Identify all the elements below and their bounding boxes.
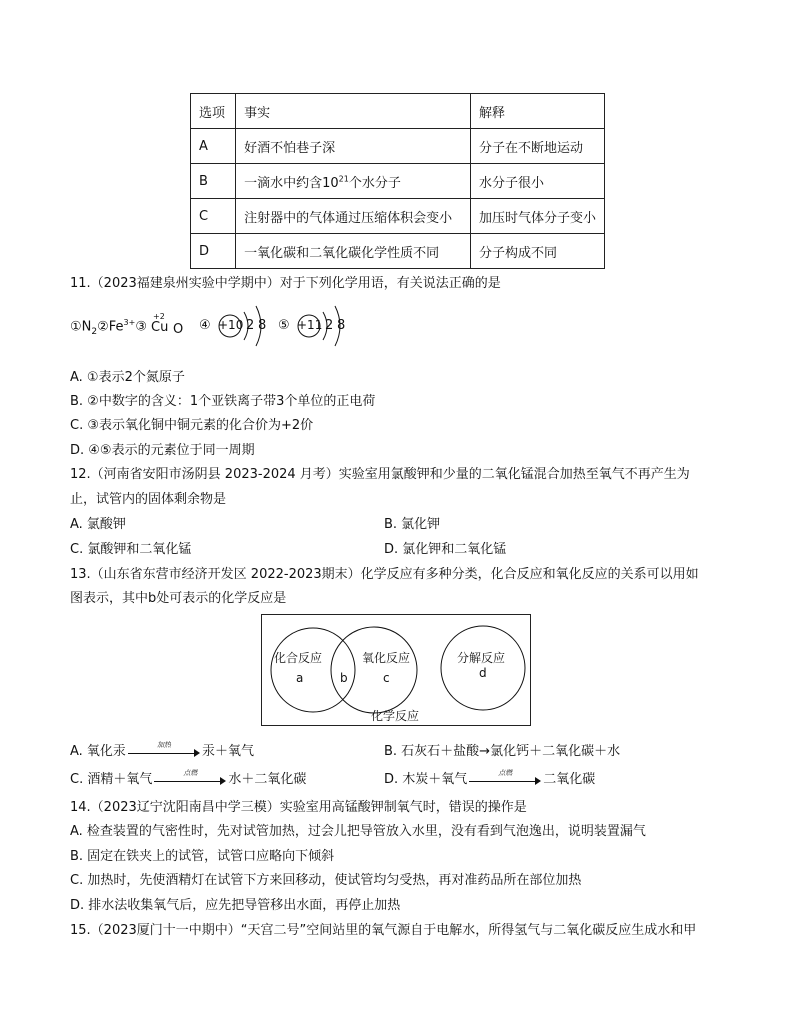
reactants: C. 酒精＋氧气 bbox=[70, 772, 153, 787]
atom-5-nucleus: +11 bbox=[297, 318, 323, 332]
table-cell: A bbox=[191, 129, 236, 164]
venn-label-oxidation: 氧化反应 bbox=[362, 651, 411, 665]
table-cell: 水分子很小 bbox=[470, 164, 604, 199]
arrow-condition: 加热 bbox=[156, 740, 171, 749]
q12-option-a: A. 氯酸钾 bbox=[70, 517, 126, 532]
table-cell: 分子在不断地运动 bbox=[470, 129, 604, 164]
question-12-stem-line-1: 12.（河南省安阳市汤阴县 2023-2024 月考）实验室用氯酸钾和少量的二氧化锰混合加热至氧气不再产生为 bbox=[70, 467, 690, 482]
reaction-venn-diagram bbox=[261, 614, 531, 726]
atom-4-nucleus: +10 bbox=[218, 318, 244, 332]
table-header-cell: 选项 bbox=[191, 94, 236, 129]
table-header-row bbox=[191, 94, 605, 129]
q12-option-d: D. 氯化钾和二氧化锰 bbox=[384, 542, 507, 557]
atom-5-shell-1: 2 bbox=[325, 318, 334, 333]
venn-label-combination: 化合反应 bbox=[274, 651, 323, 665]
atom-4-label: ④ bbox=[199, 318, 211, 333]
venn-label-decomposition: 分解反应 bbox=[457, 651, 506, 665]
q11-option-a: A. ①表示2个氮原子 bbox=[70, 370, 185, 385]
table-cell: B bbox=[191, 164, 236, 199]
symbol-n2: ①N bbox=[70, 319, 92, 335]
venn-region-d: d bbox=[479, 666, 487, 680]
symbol-label: ③ bbox=[135, 319, 147, 335]
table-cell bbox=[236, 164, 471, 199]
question-13-stem-line-2: 图表示，其中b处可表示的化学反应是 bbox=[70, 591, 287, 606]
fact-explanation-table bbox=[190, 93, 605, 269]
table-cell: C bbox=[191, 199, 236, 234]
table-header-cell: 事实 bbox=[236, 94, 471, 129]
q14-option-b: B. 固定在铁夹上的试管，试管口应略向下倾斜 bbox=[70, 849, 335, 864]
fact-text: 一滴水中约含10 bbox=[244, 175, 339, 191]
q14-option-a: A. 检查装置的气密性时，先对试管加热，过会儿把导管放入水里，没有看到气泡逸出，说明装置漏气 bbox=[70, 824, 646, 839]
o-symbol: O bbox=[173, 322, 184, 337]
table-header-cell: 解释 bbox=[470, 94, 604, 129]
q12-option-c: C. 氯酸钾和二氧化锰 bbox=[70, 542, 192, 557]
table-cell: D bbox=[191, 234, 236, 269]
venn-region-c: c bbox=[383, 671, 390, 685]
table-cell: 注射器中的气体通过压缩体积会变小 bbox=[236, 199, 471, 234]
table-row bbox=[191, 234, 605, 269]
venn-circle-oxidation bbox=[331, 627, 417, 713]
q11-option-d: D. ④⑤表示的元素位于同一周期 bbox=[70, 443, 255, 458]
atom-4-shell-1: 2 bbox=[246, 318, 255, 333]
cu-valence: +2 bbox=[153, 312, 165, 321]
cu-symbol: Cu bbox=[151, 320, 169, 335]
question-12-stem-line-2: 止，试管内的固体剩余物是 bbox=[70, 492, 227, 507]
chem-symbols bbox=[70, 318, 147, 337]
table-row bbox=[191, 164, 605, 199]
reactants: D. 木炭＋氧气 bbox=[384, 772, 468, 787]
venn-region-b: b bbox=[340, 671, 348, 685]
table-cell: 好酒不怕巷子深 bbox=[236, 129, 471, 164]
table-row bbox=[191, 199, 605, 234]
q11-option-b: B. ②中数字的含义：1个亚铁离子带3个单位的正电荷 bbox=[70, 394, 376, 409]
reaction-arrow-icon bbox=[469, 768, 541, 786]
table-cell: 加压时气体分子变小 bbox=[470, 199, 604, 234]
q11-option-c: C. ③表示氧化铜中铜元素的化合价为+2价 bbox=[70, 418, 314, 433]
question-13-stem-line-1: 13.（山东省东营市经济开发区 2022-2023期末）化学反应有多种分类，化合反应和氧化反应的关系可以用如 bbox=[70, 567, 699, 582]
question-15-stem: 15.（2023厦门十一中期中）“天宫二号”空间站里的氧气源自于电解水，所得氢气与二氧化碳反应生成水和甲 bbox=[70, 923, 697, 938]
q13-option-d bbox=[384, 768, 595, 787]
q13-option-b: B. 石灰石＋盐酸→氯化钙＋二氧化碳＋水 bbox=[384, 744, 621, 759]
atom-5-shell-2: 8 bbox=[337, 318, 346, 333]
venn-box-label: 化学反应 bbox=[371, 709, 420, 723]
q13-option-a bbox=[70, 740, 254, 759]
products: 水＋二氧化碳 bbox=[228, 772, 307, 787]
arrow-condition: 点燃 bbox=[498, 768, 513, 777]
question-14-stem: 14.（2023辽宁沈阳南昌中学三模）实验室用高锰酸钾制氧气时，错误的操作是 bbox=[70, 800, 527, 815]
table-row bbox=[191, 129, 605, 164]
subscript: 2 bbox=[91, 326, 98, 337]
table-cell: 一氧化碳和二氧化碳化学性质不同 bbox=[236, 234, 471, 269]
question-11-stem: 11.（2023福建泉州实验中学期中）对于下列化学用语，有关说法正确的是 bbox=[70, 276, 501, 291]
atom-4-shell-2: 8 bbox=[258, 318, 267, 333]
exponent: 21 bbox=[338, 174, 349, 184]
products: 二氧化碳 bbox=[543, 772, 596, 787]
q12-option-b: B. 氯化钾 bbox=[384, 517, 441, 532]
reaction-arrow-icon bbox=[154, 768, 226, 786]
reaction-arrow-icon bbox=[128, 740, 200, 758]
venn-region-a: a bbox=[296, 671, 304, 685]
reactants: A. 氧化汞 bbox=[70, 744, 126, 759]
arrow-condition: 点燃 bbox=[183, 768, 198, 777]
atom-5-label: ⑤ bbox=[278, 318, 290, 333]
table-cell: 分子构成不同 bbox=[470, 234, 604, 269]
superscript: 3+ bbox=[123, 318, 136, 327]
fact-text: 个水分子 bbox=[348, 175, 401, 191]
products: 汞＋氧气 bbox=[201, 744, 254, 759]
q14-option-c: C. 加热时，先使酒精灯在试管下方来回移动，使试管均匀受热，再对准药品所在部位加热 bbox=[70, 873, 582, 888]
symbol-fe: ②Fe bbox=[97, 319, 124, 335]
q14-option-d: D. 排水法收集氧气后，应先把导管移出水面，再停止加热 bbox=[70, 898, 401, 913]
q13-option-c bbox=[70, 768, 306, 787]
